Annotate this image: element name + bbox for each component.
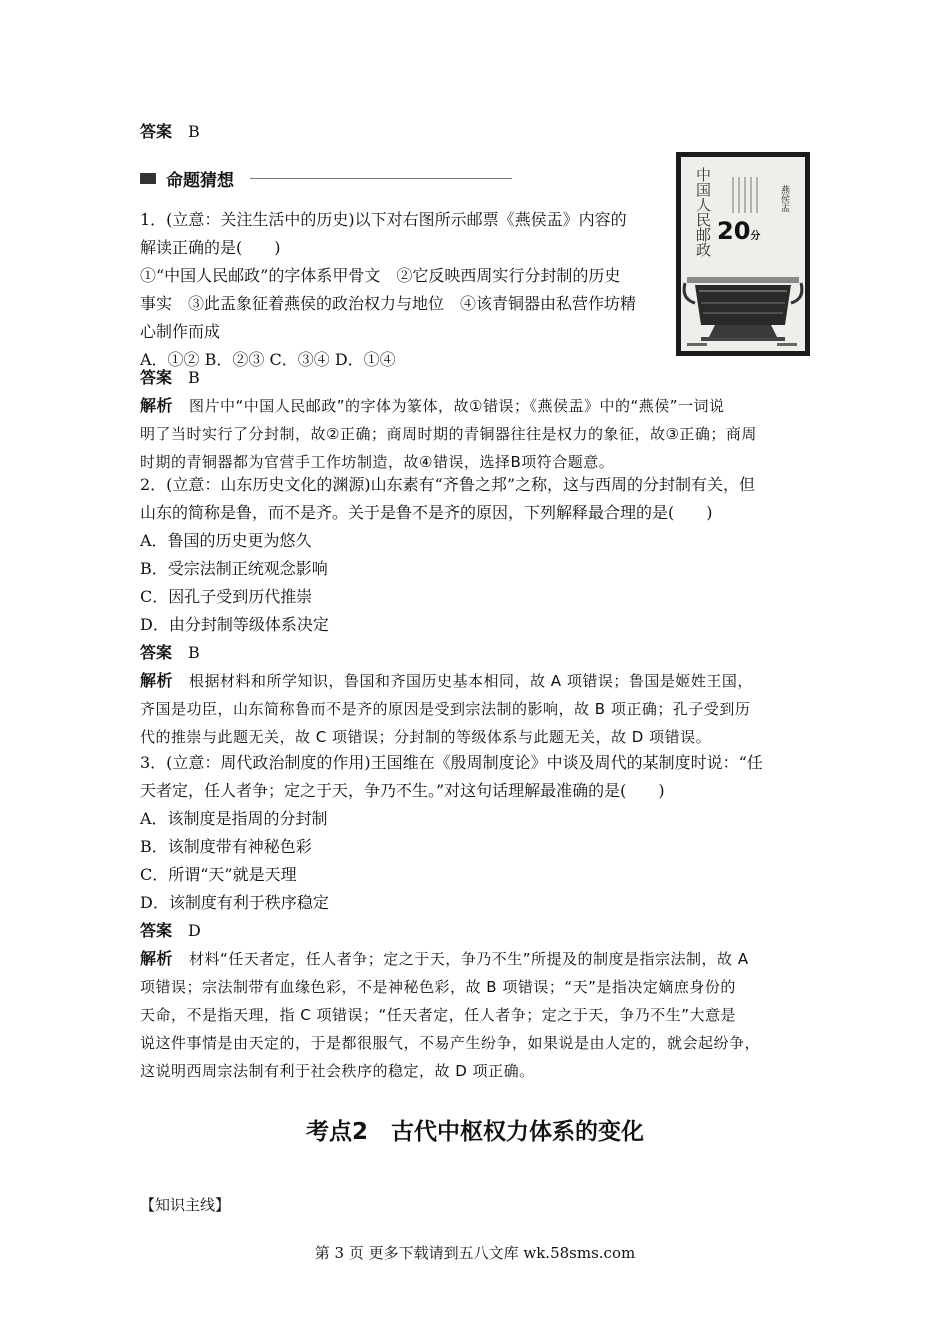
- question-2: [140, 471, 812, 639]
- q3-analysis-label: 解析: [140, 949, 174, 968]
- q2-analysis-line: 代的推崇与此题无关，故 C 项错误；分封制的等级体系与此题无关，故 D 项错误。: [140, 728, 712, 746]
- q2-answer: [140, 639, 200, 667]
- top-answer: [140, 118, 200, 146]
- stamp-denomination-value: 20: [717, 217, 751, 245]
- q2-analysis-line: 根据材料和所学知识，鲁国和齐国历史基本相同，故 A 项错误；鲁国是姬姓王国，: [189, 672, 753, 690]
- q1-answer: [140, 364, 200, 392]
- q3-option-b: B．该制度带有神秘色彩: [140, 837, 312, 856]
- q1-analysis-line: 图片中“中国人民邮政”的字体为篆体，故①错误；《燕侯盂》中的“燕侯”一词说: [189, 397, 725, 415]
- q2-answer-label: 答案: [140, 643, 173, 662]
- q1-stem-line: 解读正确的是( ): [140, 238, 281, 257]
- stamp-denomination-unit: 分: [750, 231, 761, 242]
- top-answer-label: 答案: [140, 122, 173, 141]
- section-header: [140, 164, 512, 192]
- q2-option-a: A．鲁国的历史更为悠久: [140, 531, 312, 550]
- q1-answer-label: 答案: [140, 368, 173, 387]
- question-1: [140, 206, 670, 374]
- q3-analysis-line: 项错误；宗法制带有血缘色彩，不是神秘色彩，故 B 项错误；“天”是指决定嫡庶身份的: [140, 978, 736, 996]
- q2-stem-line: 山东的简称是鲁，而不是齐。关于是鲁不是齐的原因，下列解释最合理的是( ): [140, 503, 713, 522]
- q1-analysis-line: 明了当时实行了分封制，故②正确；商周时期的青铜器往往是权力的象征，故③正确；商周: [140, 425, 757, 443]
- section-title: 命题猜想: [166, 170, 234, 191]
- page-footer: 第 3 页 更多下载请到五八文库 wk.58sms.com: [314, 1244, 636, 1262]
- q1-stem-line: 事实 ③此盂象征着燕侯的政治权力与地位 ④该青铜器由私营作坊精: [140, 294, 637, 313]
- q2-stem-line: 2．(立意：山东历史文化的渊源)山东素有“齐鲁之邦”之称，这与西周的分封制有关，但: [140, 475, 756, 494]
- q1-stem-line: 心制作而成: [140, 322, 221, 341]
- q3-analysis: [140, 945, 812, 1085]
- stamp-name-text: 燕侯盂: [779, 185, 789, 212]
- q3-analysis-line: 说这件事情是由天定的，于是都很服气，不易产生纷争，如果说是由人定的，就会起纷争，: [140, 1034, 761, 1052]
- q1-analysis-line: 时期的青铜器都为官营手工作坊制造，故④错误，选择B项符合题意。: [140, 453, 615, 471]
- section-square-icon: [140, 173, 156, 184]
- q3-answer-label: 答案: [140, 921, 173, 940]
- q3-stem-line: 3．(立意：周代政治制度的作用)王国维在《殷周制度论》中谈及周代的某制度时说：“任: [140, 753, 763, 772]
- stamp-image: [676, 152, 810, 356]
- q3-option-d: D．该制度有利于秩序稳定: [140, 893, 329, 912]
- q1-stem-line: 1．(立意：关注生活中的历史)以下对右图所示邮票《燕侯盂》内容的: [140, 210, 627, 229]
- q3-answer-value: D: [188, 921, 201, 940]
- stamp-face: [681, 157, 805, 351]
- q1-analysis: [140, 392, 812, 476]
- question-3: [140, 749, 812, 917]
- q3-answer: [140, 917, 201, 945]
- q3-option-c: C．所谓“天”就是天理: [140, 865, 297, 884]
- knowledge-mainline-label: 【知识主线】: [140, 1196, 231, 1214]
- q1-answer-value: B: [188, 368, 200, 387]
- q1-analysis-label: 解析: [140, 396, 174, 415]
- q2-analysis-line: 齐国是功臣，山东简称鲁而不是齐的原因是受到宗法制的影响，故 B 项正确；孔子受到历: [140, 700, 751, 718]
- kaodian-heading: 考点2 古代中枢权力体系的变化: [305, 1119, 644, 1145]
- q3-analysis-line: 材料“任天者定，任人者争；定之于天，争乃不生”所提及的制度是指宗法制，故 A: [189, 950, 749, 968]
- top-answer-value: B: [188, 122, 200, 141]
- q2-analysis: [140, 667, 812, 751]
- q1-stem-line: ①“中国人民邮政”的字体系甲骨文 ②它反映西周实行分封制的历史: [140, 266, 621, 285]
- q3-option-a: A．该制度是指周的分封制: [140, 809, 328, 828]
- q2-option-b: B．受宗法制正统观念影响: [140, 559, 328, 578]
- q3-analysis-line: 这说明西周宗法制有利于社会秩序的稳定，故 D 项正确。: [140, 1062, 535, 1080]
- stamp-country-text: 中国人民邮政: [694, 167, 712, 257]
- section-divider: [250, 178, 512, 179]
- q1-options: A．①② B．②③ C．③④ D．①④: [140, 350, 396, 369]
- q3-stem-line: 天者定，任人者争；定之于天，争乃不生。”对这句话理解最准确的是( ): [140, 781, 665, 800]
- q2-option-d: D．由分封制等级体系决定: [140, 615, 329, 634]
- q2-option-c: C．因孔子受到历代推崇: [140, 587, 313, 606]
- q2-analysis-label: 解析: [140, 671, 174, 690]
- q2-answer-value: B: [188, 643, 200, 662]
- q3-analysis-line: 天命，不是指天理，指 C 项错误；“任天者定，任人者争；定之于天，争乃不生”大意是: [140, 1006, 737, 1024]
- stamp-denomination: [717, 217, 760, 245]
